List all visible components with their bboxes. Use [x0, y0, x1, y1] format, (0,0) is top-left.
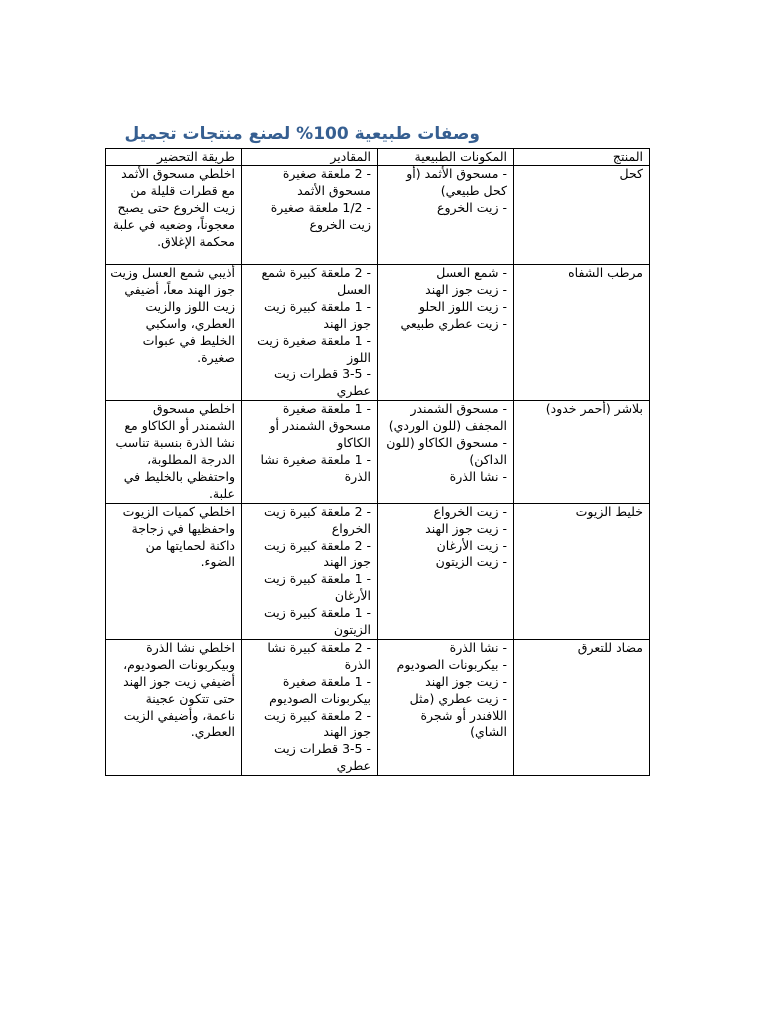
cell-product: خليط الزيوت — [514, 503, 650, 639]
cell-quantities — [242, 639, 378, 775]
table-row — [106, 401, 650, 503]
cell-preparation: اخلطي مسحوق الشمندر أو الكاكاو مع نشا الذرة بنسبة تناسب الدرجة المطلوبة، واحتفظي بالخليط في علبة. — [106, 401, 242, 503]
cell-product: مرطب الشفاه — [514, 265, 650, 401]
table-row — [106, 639, 650, 775]
ingredient-line: - زيت الخرواع — [433, 503, 507, 519]
quantity-line: - 1 ملعقة صغيرة زيت اللوز — [257, 332, 371, 365]
ingredient-line: - زيت عطري (مثل اللافندر أو شجرة الشاي) — [409, 690, 507, 740]
table-row — [106, 166, 650, 265]
quantity-line: - 1 ملعقة كبيرة زيت الزيتون — [264, 605, 371, 638]
quantity-line: - 1/2 ملعقة صغيرة زيت الخروع — [270, 199, 371, 232]
quantity-line: - 3-5 قطرات زيت عطري — [273, 741, 371, 774]
ingredient-line: - نشا الذرة — [449, 639, 507, 655]
cell-preparation: اخلطي مسحوق الأثمد مع قطرات قليلة من زيت الخروع حتى يصبح معجوناً، وضعيه في علبة محكمة الإغلاق. — [106, 166, 242, 265]
table-row — [106, 265, 650, 401]
quantity-line: - 2 ملعقة كبيرة زيت جوز الهند — [264, 707, 371, 740]
recipes-table — [105, 148, 650, 776]
ingredient-line: - زيت الأرغان — [436, 537, 507, 553]
cell-ingredients — [378, 639, 514, 775]
cell-ingredients — [378, 166, 514, 265]
cell-ingredients — [378, 503, 514, 639]
cell-product: بلاشر (أحمر خدود) — [514, 401, 650, 503]
table-header-row — [106, 149, 650, 166]
header-preparation: طريقة التحضير — [106, 149, 242, 166]
ingredient-line: - زيت عطري طبيعي — [400, 315, 507, 331]
ingredient-line: - شمع العسل — [436, 265, 507, 280]
document-title: وصفات طبيعية 100% لصنع منتجات تجميل — [124, 124, 480, 144]
cell-quantities — [242, 166, 378, 265]
cell-quantities — [242, 401, 378, 503]
quantity-line: - 3-5 قطرات زيت عطري — [273, 366, 371, 399]
cell-ingredients — [378, 265, 514, 401]
ingredient-line: - مسحوق الأثمد (أو كحل طبيعي) — [406, 166, 507, 198]
cell-quantities — [242, 503, 378, 639]
ingredient-line: - زيت اللوز الحلو — [418, 298, 507, 314]
quantity-line: - 2 ملعقة صغيرة مسحوق الأثمد — [282, 166, 371, 198]
ingredient-line: - زيت الخروع — [437, 199, 507, 215]
cell-preparation: اخلطي نشا الذرة وبيكربونات الصوديوم، أضيفي زيت جوز الهند حتى تتكون عجينة ناعمة، وأضيفي الزيت العطري. — [106, 639, 242, 775]
cell-product: مضاد للتعرق — [514, 639, 650, 775]
ingredient-line: - زيت الزيتون — [435, 554, 507, 570]
ingredient-line: - بيكربونات الصوديوم — [396, 656, 507, 672]
quantity-line: - 2 ملعقة كبيرة نشا الذرة — [267, 639, 371, 672]
quantity-line: - 1 ملعقة كبيرة زيت الأرغان — [264, 571, 371, 604]
ingredient-line: - زيت جوز الهند — [425, 281, 507, 297]
quantity-line: - 2 ملعقة كبيرة زيت جوز الهند — [264, 537, 371, 570]
quantity-line: - 1 ملعقة كبيرة زيت جوز الهند — [264, 298, 371, 331]
header-quantities: المقادير — [242, 149, 378, 166]
ingredient-line: - نشا الذرة — [449, 468, 507, 484]
cell-quantities — [242, 265, 378, 401]
header-product: المنتج — [514, 149, 650, 166]
quantity-line: - 1 ملعقة صغيرة مسحوق الشمندر أو الكاكاو — [269, 401, 371, 451]
quantity-line: - 2 ملعقة كبيرة شمع العسل — [261, 265, 371, 297]
ingredient-line: - مسحوق الشمندر المجفف (للون الوردي) — [388, 401, 507, 434]
ingredient-line: - زيت جوز الهند — [425, 520, 507, 536]
header-ingredients: المكونات الطبيعية — [378, 149, 514, 166]
quantity-line: - 1 ملعقة صغيرة بيكربونات الصوديوم — [269, 673, 371, 706]
quantity-line: - 1 ملعقة صغيرة نشا الذرة — [260, 451, 371, 484]
cell-product: كحل — [514, 166, 650, 265]
ingredient-line: - مسحوق الكاكاو (للون الداكن) — [386, 435, 507, 467]
cell-ingredients — [378, 401, 514, 503]
cell-preparation: اخلطي كميات الزيوت واحفظيها في زجاجة داكنة لحمايتها من الضوء. — [106, 503, 242, 639]
quantity-line: - 2 ملعقة كبيرة زيت الخرواع — [264, 503, 371, 536]
ingredient-line: - زيت جوز الهند — [425, 673, 507, 689]
table-row — [106, 503, 650, 639]
cell-preparation: أذيبي شمع العسل وزيت جوز الهند معاً، أضيفي زيت اللوز والزيت العطري، واسكبي الخليط في عبوات صغيرة. — [106, 265, 242, 401]
